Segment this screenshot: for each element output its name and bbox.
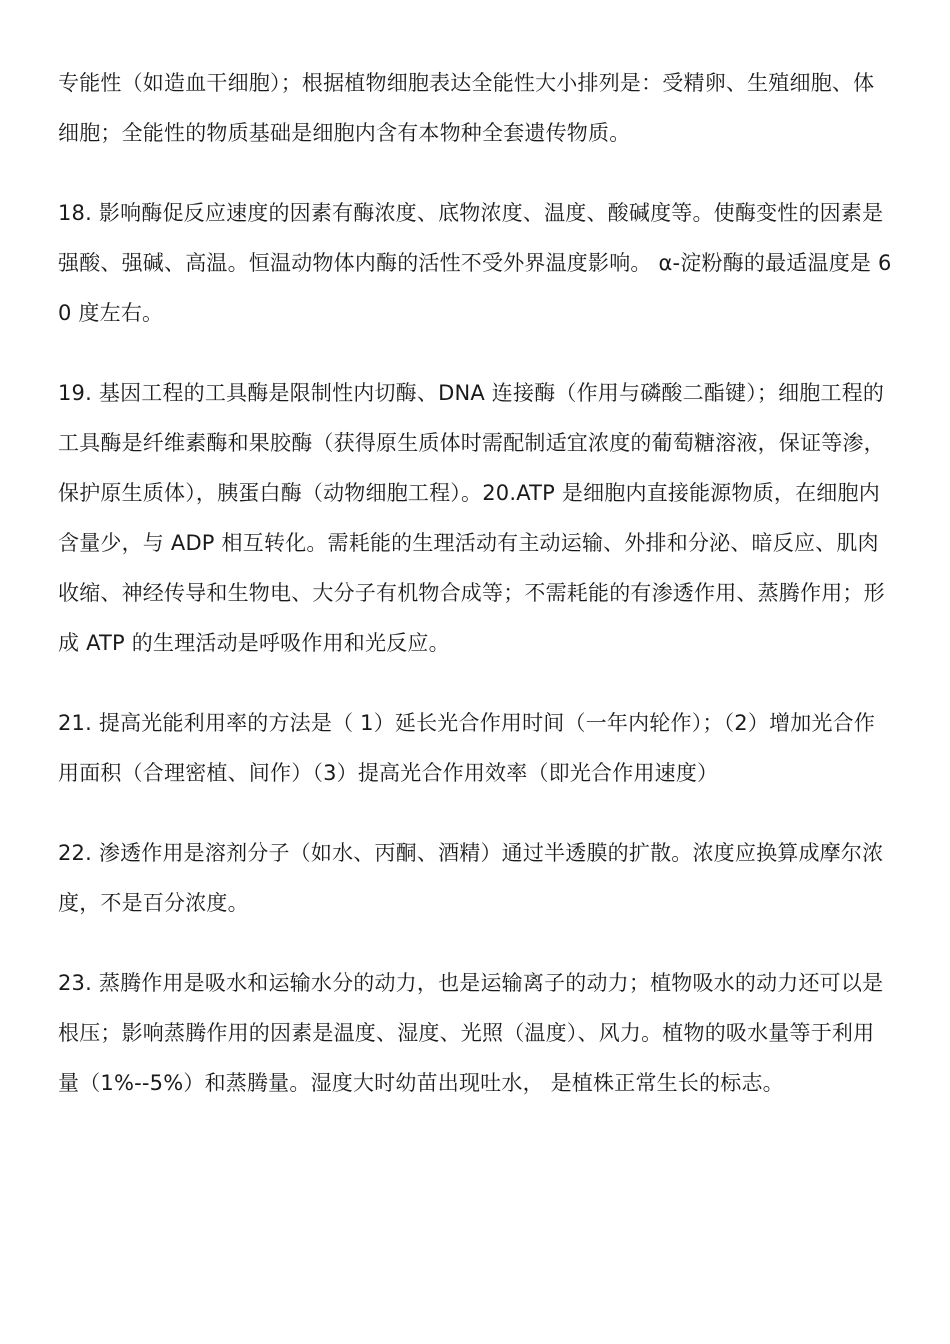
paragraph-item-18-enzyme-rate: 18. 影响酶促反应速度的因素有酶浓度、底物浓度、温度、酸碱度等。使酶变性的因素是强酸、强碱、高温。恒温动物体内酶的活性不受外界温度影响。 α-淀粉酶的最适温度是 60 度左右。 <box>58 201 892 325</box>
paragraph-item-19-20-tool-enzymes-atp: 19. 基因工程的工具酶是限制性内切酶、DNA 连接酶（作用与磷酸二酯键）；细胞工程的工具酶是纤维素酶和果胶酶（获得原生质体时需配制适宜浓度的葡萄糖溶液，保证等渗，保护原生质体），胰蛋白酶（动物细胞工程）。20.ATP 是细胞内直接能源物质，在细胞内含量少，与 ADP 相互转化。需耗能的生理活动有主动运输、外排和分泌、暗反应、肌肉收缩、神经传导和生物电、大分子有机物合成等；不需耗能的有渗透作用、蒸腾作用；形成 ATP 的生理活动是呼吸作用和光反应。 <box>58 381 885 655</box>
paragraph-cell-totipotency: 专能性（如造血干细胞）；根据植物细胞表达全能性大小排列是：受精卵、生殖细胞、体细胞；全能性的物质基础是细胞内含有本物种全套遗传物质。 <box>58 71 875 145</box>
paragraph-item-21-light-efficiency: 21. 提高光能利用率的方法是（ 1）延长光合作用时间（一年内轮作）；（2）增加光合作用面积（合理密植、间作）（3）提高光合作用效率（即光合作用速度） <box>58 711 876 785</box>
document-page <box>58 58 894 1108</box>
paragraph-item-23-transpiration: 23. 蒸腾作用是吸水和运输水分的动力，也是运输离子的动力；植物吸水的动力还可以是根压；影响蒸腾作用的因素是温度、湿度、光照（温度）、风力。植物的吸水量等于利用量（1%--5%）和蒸腾量。湿度大时幼苗出现吐水， 是植株正常生长的标志。 <box>58 971 884 1095</box>
paragraph-item-22-osmosis: 22. 渗透作用是溶剂分子（如水、丙酮、酒精）通过半透膜的扩散。浓度应换算成摩尔浓度，不是百分浓度。 <box>58 841 884 915</box>
